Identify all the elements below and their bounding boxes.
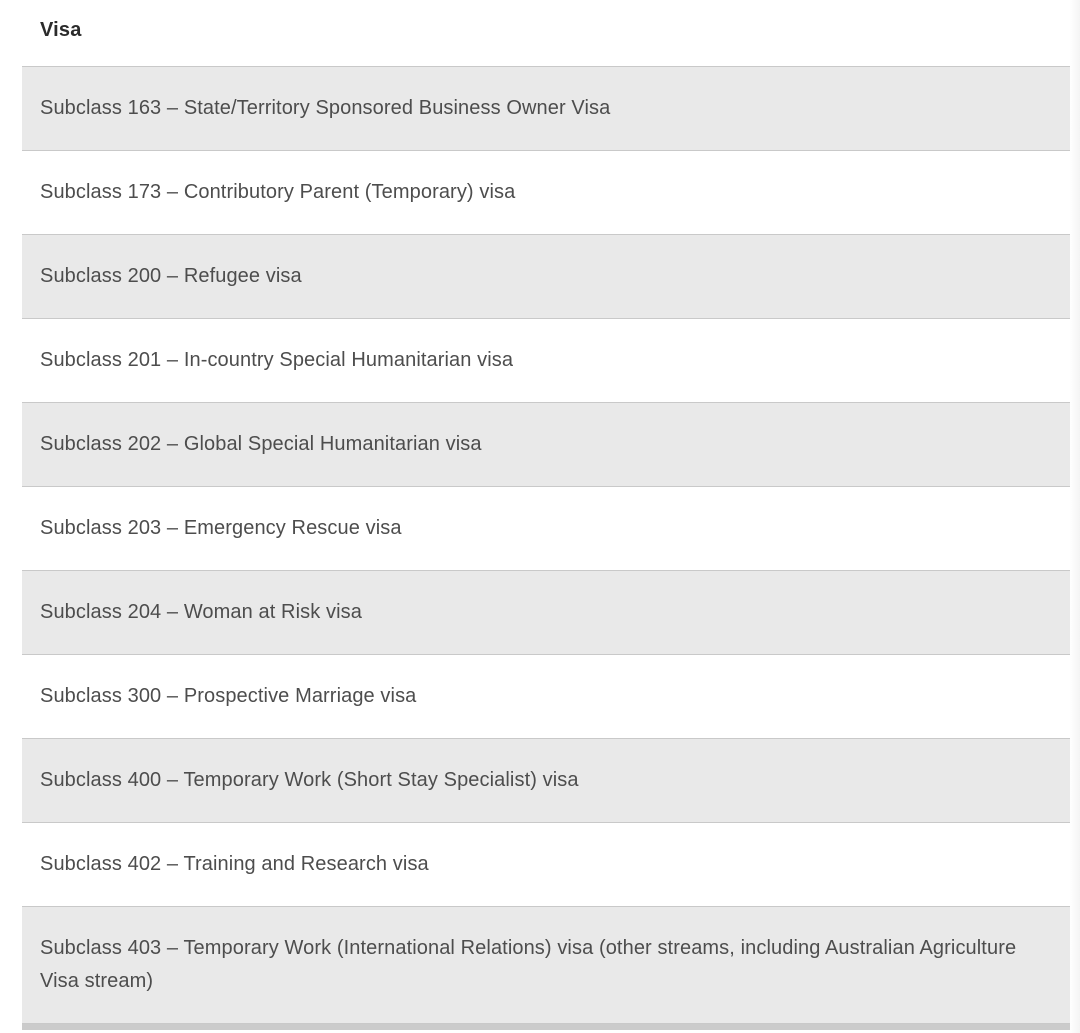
visa-row-subclass-202 [22, 402, 1070, 487]
visa-row-label: Subclass 202 – Global Special Humanitarian visa [40, 433, 482, 455]
visa-row-subclass-200 [22, 234, 1070, 319]
visa-row-label: Subclass 163 – State/Territory Sponsored Business Owner Visa [40, 97, 611, 119]
visa-row-subclass-203 [22, 487, 1070, 570]
page-right-edge-shading [1070, 0, 1080, 1033]
visa-row-subclass-204 [22, 570, 1070, 655]
visa-row-label: Subclass 204 – Woman at Risk visa [40, 601, 362, 623]
visa-row-subclass-402 [22, 823, 1070, 906]
visa-row-subclass-400 [22, 738, 1070, 823]
visa-row-subclass-300 [22, 655, 1070, 738]
visa-row-subclass-403 [22, 906, 1070, 1024]
visa-row-label: Subclass 173 – Contributory Parent (Temporary) visa [40, 181, 516, 203]
visa-row-subclass-201 [22, 319, 1070, 402]
visa-row-subclass-173 [22, 151, 1070, 234]
visa-row-label: Subclass 400 – Temporary Work (Short Stay Specialist) visa [40, 769, 579, 791]
visa-row-subclass-163 [22, 66, 1070, 151]
next-row-partial-strip [22, 1024, 1070, 1030]
visa-row-label: Subclass 200 – Refugee visa [40, 265, 302, 287]
visa-row-label: Subclass 201 – In-country Special Humanitarian visa [40, 349, 514, 371]
visa-row-label: Subclass 300 – Prospective Marriage visa [40, 685, 417, 707]
column-header-visa: Visa [40, 19, 82, 41]
visa-subclass-table [22, 0, 1070, 1030]
visa-row-label: Subclass 203 – Emergency Rescue visa [40, 517, 402, 539]
visa-row-label: Subclass 402 – Training and Research visa [40, 853, 429, 875]
visa-row-label: Subclass 403 – Temporary Work (International Relations) visa (other streams, including Australian Agriculture Visa stream) [40, 937, 1017, 992]
